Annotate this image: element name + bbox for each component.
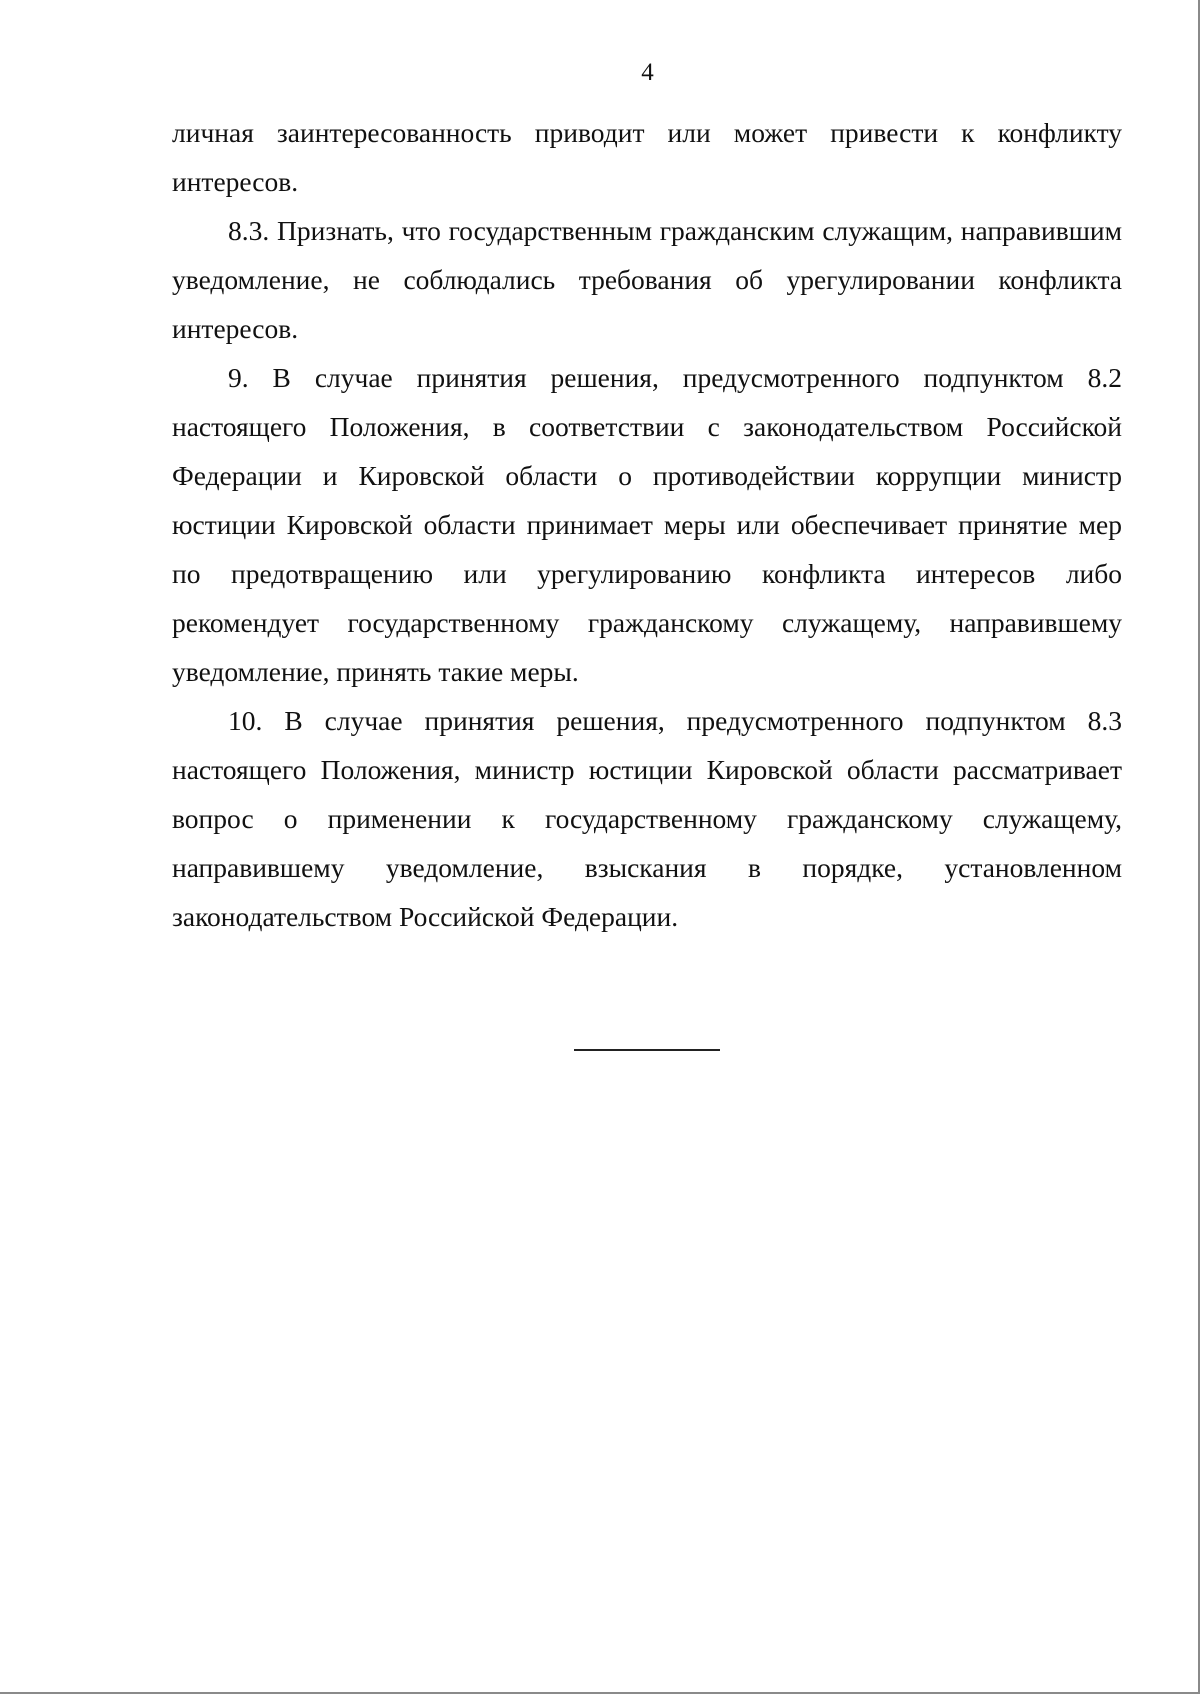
paragraph-continuation: личная заинтересованность приводит или может привести к конфликту интересов.	[172, 117, 1122, 197]
paragraph-8-3: 8.3. Признать, что государственным гражданским служащим, направившим уведомление, не соблюдались требования об урегулировании конфликта интересов.	[172, 215, 1122, 344]
page-number: 4	[641, 59, 654, 86]
paragraph-10: 10. В случае принятия решения, предусмотренного подпунктом 8.3 настоящего Положения, министр юстиции Кировской области рассматривает вопрос о применении к государственному гражданскому служащему, направившему уведомление, взыскания в порядке, установленном законодательством Российской Федерации.	[172, 705, 1122, 932]
end-of-document-rule	[574, 1049, 720, 1051]
paragraph-9: 9. В случае принятия решения, предусмотренного подпунктом 8.2 настоящего Положения, в соответствии с законодательством Российской Федерации и Кировской области о противодействии коррупции министр юстиции Кировской области принимает меры или обеспечивает принятие мер по предотвращению или урегулированию конфликта интересов либо рекомендует государственному гражданскому служащему, направившему уведомление, принять такие меры.	[172, 362, 1122, 687]
document-body	[172, 108, 1122, 941]
